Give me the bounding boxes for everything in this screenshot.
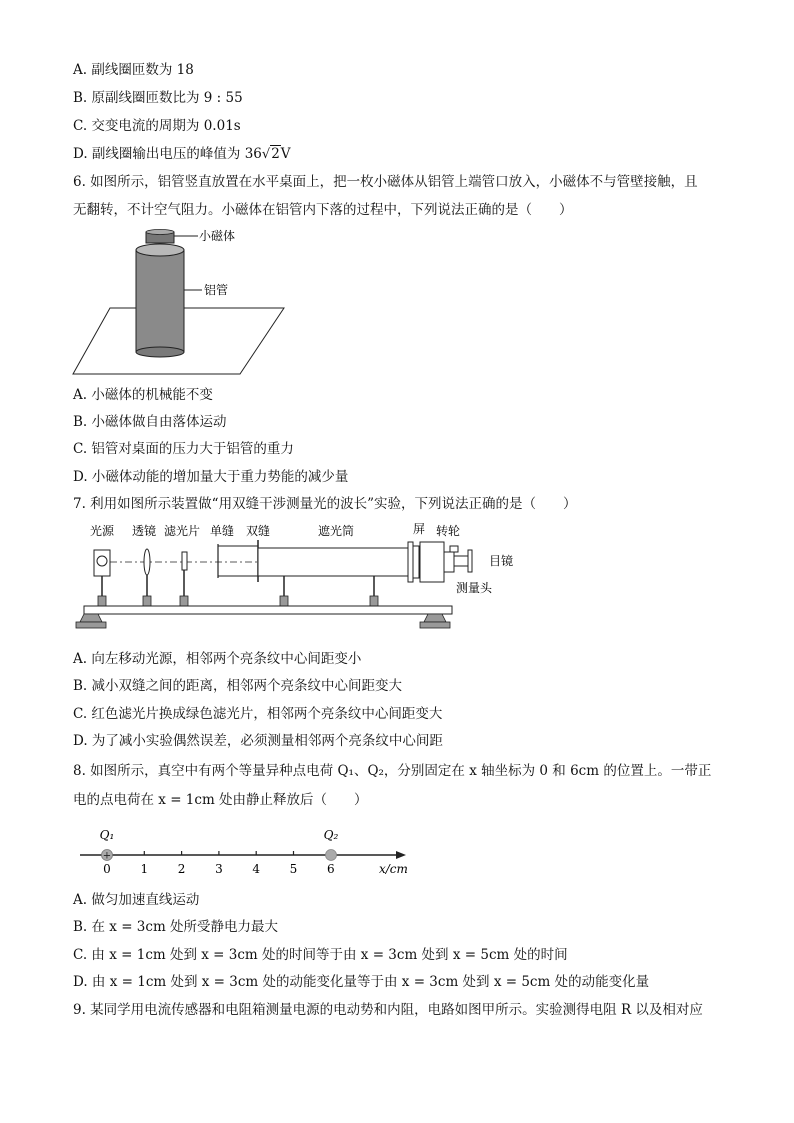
- label-double-slit: 双缝: [246, 524, 271, 538]
- q2-label: Q₂: [323, 828, 339, 842]
- label-lens: 透镜: [132, 524, 157, 538]
- axis-tick-label: 0: [103, 862, 111, 876]
- label-wheel: 转轮: [435, 524, 460, 538]
- q5-option-d-coef: 36: [244, 146, 262, 162]
- axis-tick-label: 6: [326, 862, 335, 876]
- q7-stem: 7. 利用如图所示装置做“用双缝干涉测量光的波长”实验，下列说法正确的是（ ）: [73, 496, 577, 512]
- q8-option-a: A. 做匀加速直线运动: [73, 892, 200, 908]
- q8-option-c: C. 由 x = 1cm 处到 x = 3cm 处的时间等于由 x = 3cm 处到 x = 5cm 处的时间: [73, 947, 568, 963]
- svg-text:+: +: [102, 850, 112, 862]
- q5-option-a: A. 副线圈匝数为 18: [73, 62, 194, 78]
- q7-option-a: A. 向左移动光源，相邻两个亮条纹中心间距变小: [73, 651, 362, 667]
- q5-option-d: D. 副线圈输出电压的峰值为 36√2V: [73, 146, 291, 162]
- q8-option-d: D. 由 x = 1cm 处到 x = 3cm 处的动能变化量等于由 x = 3cm 处到 x = 5cm 处的动能变化量: [73, 974, 650, 990]
- q5-option-d-radicand: 2: [271, 146, 280, 162]
- q8-option-b: B. 在 x = 3cm 处所受静电力最大: [73, 919, 279, 935]
- q6-option-c: C. 铝管对桌面的压力大于铝管的重力: [73, 441, 294, 457]
- label-magnet: 小磁体: [199, 229, 236, 243]
- q6-option-a: A. 小磁体的机械能不变: [73, 387, 213, 403]
- label-eyepiece: 目镜: [489, 554, 514, 568]
- label-screen: 屏: [413, 522, 426, 536]
- q6-option-d: D. 小磁体动能的增加量大于重力势能的减少量: [73, 469, 349, 485]
- q5-option-b: B. 原副线圈匝数比为 9 : 55: [73, 90, 243, 106]
- axis-tick-label: 4: [252, 862, 261, 876]
- q7-option-b: B. 减小双缝之间的距离，相邻两个亮条纹中心间距变大: [73, 678, 403, 694]
- q6-option-b: B. 小磁体做自由落体运动: [73, 414, 227, 430]
- q7-figure-double-slit-apparatus: [72, 518, 514, 642]
- q1-label: Q₁: [99, 828, 115, 842]
- label-light-source: 光源: [90, 524, 115, 538]
- axis-tick-label: 1: [140, 862, 149, 876]
- q5-option-d-prefix: D. 副线圈输出电压的峰值为: [73, 146, 245, 162]
- label-shade-tube: 遮光筒: [318, 524, 355, 538]
- label-measuring-head: 测量头: [456, 581, 493, 595]
- label-filter: 滤光片: [164, 524, 201, 538]
- axis-tick-label: 2: [177, 862, 186, 876]
- q9-stem-line1: 9. 某同学用电流传感器和电阻箱测量电源的电动势和内阻，电路如图甲所示。实验测得电阻 R 以及相对应: [73, 1002, 703, 1018]
- q7-option-d: D. 为了减小实验偶然误差，必须测量相邻两个亮条纹中心间距: [73, 733, 443, 749]
- axis-unit-label: x/cm: [379, 862, 408, 876]
- axis-tick-label: 3: [215, 862, 223, 876]
- q5-option-d-unit: V: [280, 146, 291, 162]
- q5-option-c: C. 交变电流的周期为 0.01s: [73, 118, 241, 134]
- q6-figure-aluminum-tube: [70, 224, 290, 380]
- q8-stem-line1: 8. 如图所示，真空中有两个等量异种点电荷 Q₁、Q₂，分别固定在 x 轴坐标为 0 和 6cm 的位置上。一带正: [73, 763, 712, 779]
- q7-option-c: C. 红色滤光片换成绿色滤光片，相邻两个亮条纹中心间距变大: [73, 706, 443, 722]
- label-tube: 铝管: [204, 283, 229, 297]
- q8-stem-line2: 电的点电荷在 x = 1cm 处由静止释放后（ ）: [73, 792, 368, 808]
- axis-tick-label: 5: [289, 862, 298, 876]
- q2-charge: [326, 850, 337, 861]
- q6-stem-line1: 6. 如图所示，铝管竖直放置在水平桌面上，把一枚小磁体从铝管上端管口放入，小磁体不与管壁接触，且: [73, 174, 698, 190]
- q6-stem-line2: 无翻转，不计空气阻力。小磁体在铝管内下落的过程中，下列说法正确的是（ ）: [73, 202, 573, 218]
- q8-figure-x-axis: [76, 822, 426, 880]
- label-single-slit: 单缝: [210, 524, 235, 538]
